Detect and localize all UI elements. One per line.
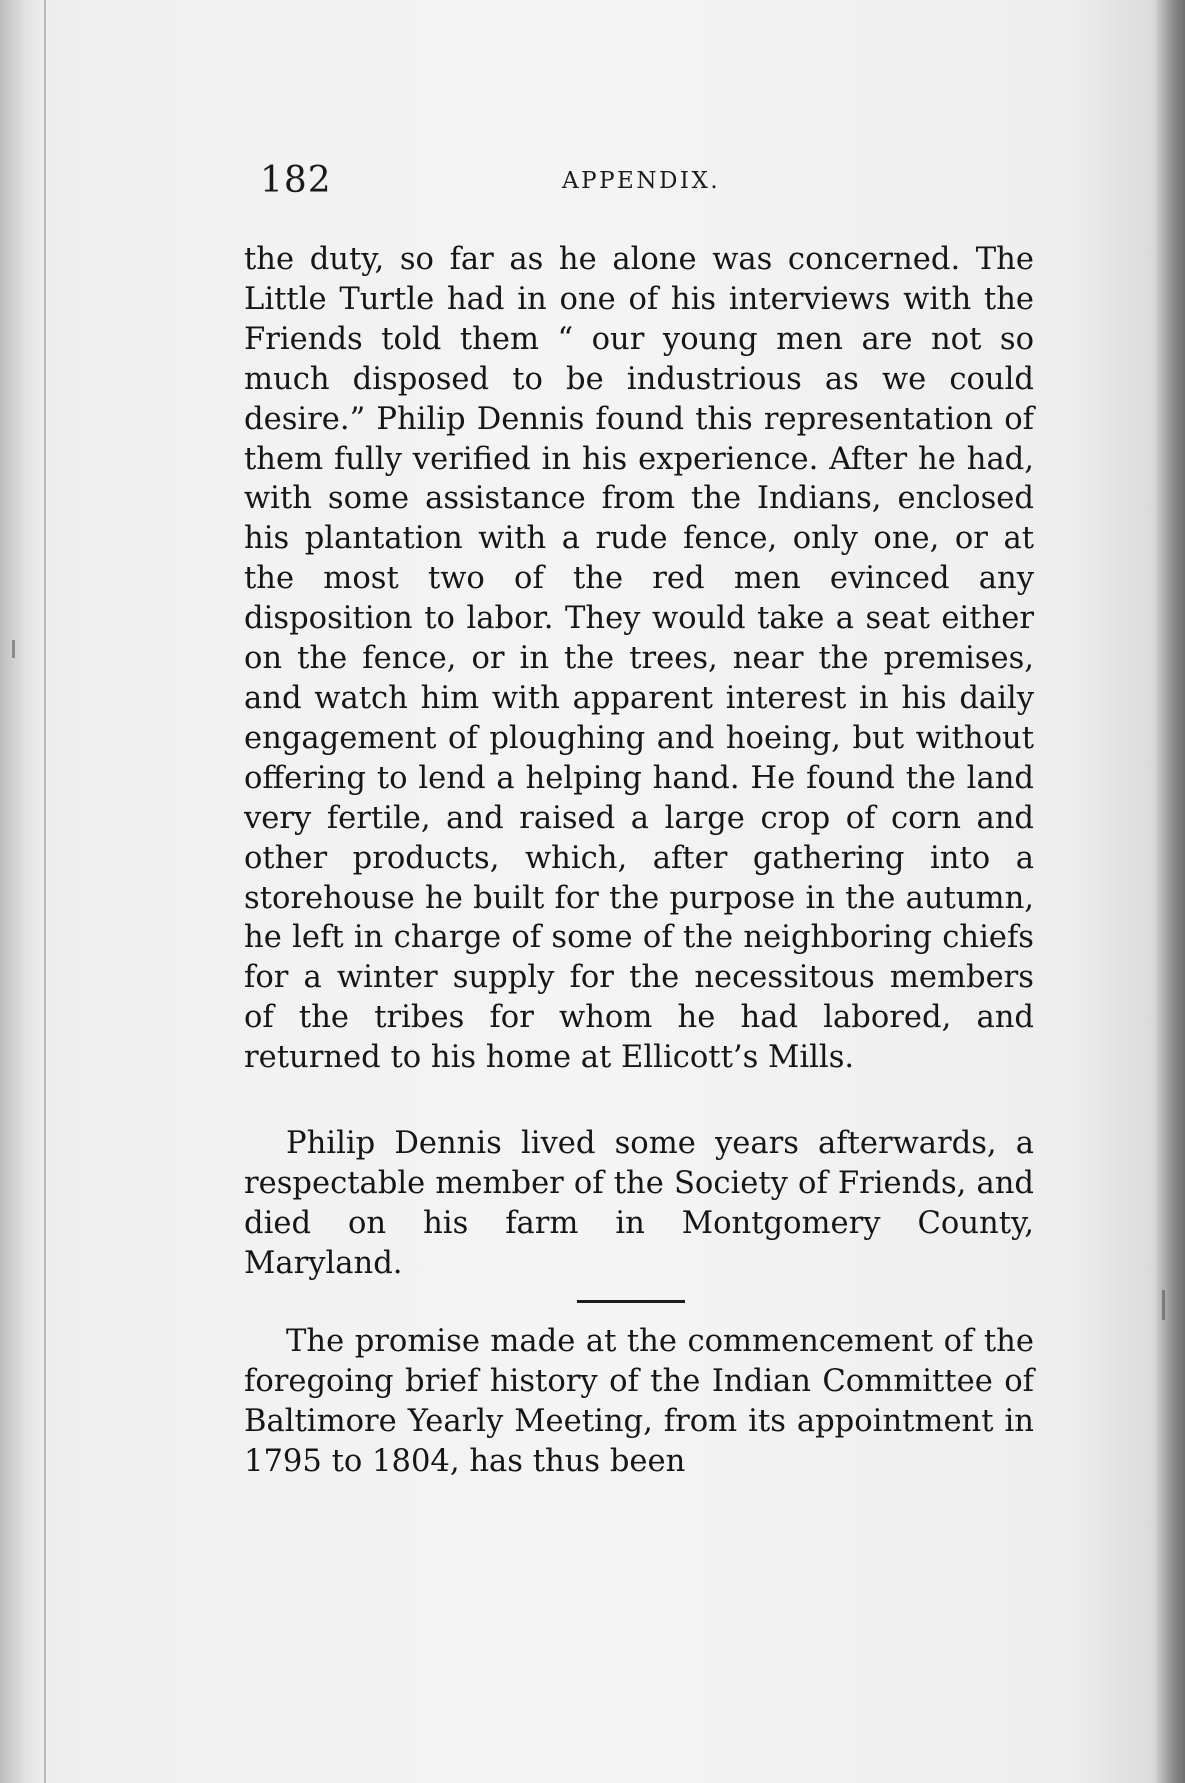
page-edge-shadow [1157,0,1185,1783]
body-paragraph: the duty, so far as he alone was concerned. The Little Turtle had in one of his interviews with the Friends told them “ our young men are not so much disposed to be industrious as we could desire.” Philip Dennis found this representation of them fully verified in his experience. After he had, with some assistance from the Indians, enclosed his plantation with a rude fence, only one, or at the most two of the red men evinced any disposition to labor. They would take a seat either on the fence, or in the trees, near the premises, and watch him with apparent interest in his daily engagement of ploughing and hoeing, but without offering to lend a helping hand. He found the land very fertile, and raised a large crop of corn and other products, which, after gathering into a storehouse he built for the purpose in the autumn, he left in charge of some of the neighboring chiefs for a winter supply for the necessitous members of the tribes for whom he had labored, and returned to his home at Ellicott’s Mills. [244,242,1034,1076]
body-paragraph: Philip Dennis lived some years afterwards, a respectable member of the Society of Friends, and died on his farm in Montgomery County, Maryland. [244,1126,1034,1281]
section-divider [577,1300,685,1303]
binding-mark [12,640,15,658]
page-gutter-shadow [0,0,48,1783]
binding-mark [1162,1290,1165,1320]
page-number: 182 [260,160,332,201]
gutter-line [44,0,46,1783]
page-header [260,160,1040,200]
running-head: APPENDIX. [562,168,721,194]
body-paragraph: The promise made at the commencement of the foregoing brief history of the Indian Committee of Baltimore Yearly Meeting, from its appointment in 1795 to 1804, has thus been [244,1324,1034,1479]
